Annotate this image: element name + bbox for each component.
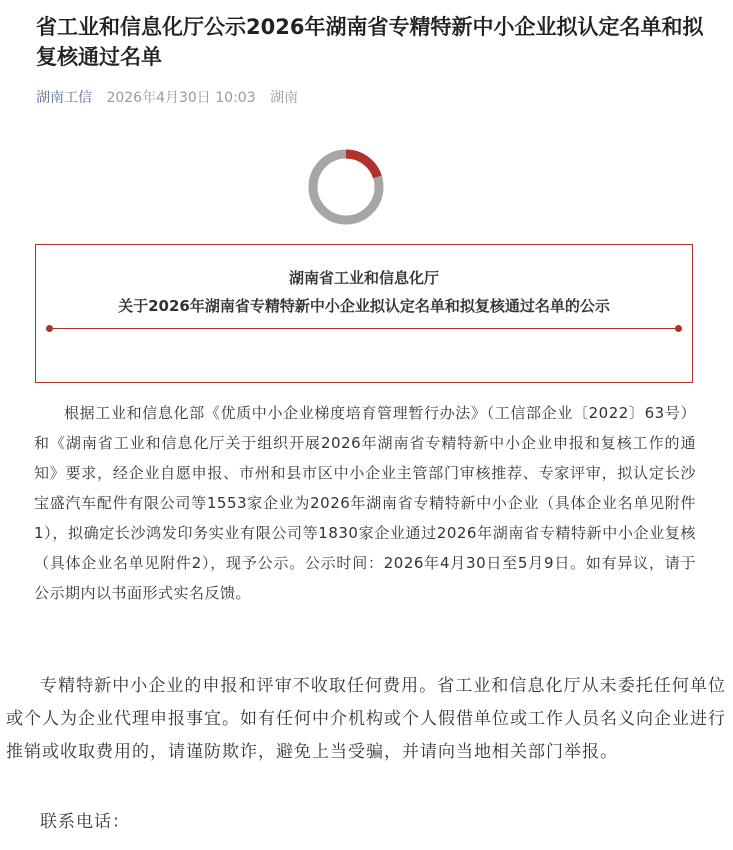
article-title: 省工业和信息化厅公示2026年湖南省专精特新中小企业拟认定名单和拟复核通过名单 (36, 15, 704, 69)
article-meta (36, 88, 298, 108)
account-name-link[interactable]: 湖南工信 (36, 90, 92, 106)
publish-location: 湖南 (270, 90, 299, 106)
notice-divider (48, 328, 680, 329)
divider-dot-left (46, 325, 53, 332)
notice-organization: 湖南省工业和信息化厅 (288, 269, 439, 287)
divider-dot-right (675, 325, 682, 332)
contact-phone-label: 联系电话： (40, 812, 130, 832)
loader-progress-arc (346, 154, 377, 177)
notice-body-paragraph: 根据工业和信息化部《优质中小企业梯度培育管理暂行办法》（工信部企业〔2022〕63号）和《湖南省工业和信息化厅关于组织开展2026年湖南省专精特新中小企业申报和复核工作的通知》要求，经企业自愿申报、市州和县市区中小企业主管部门审核推荐、专家评审，拟认定长沙宝盛汽车配件有限公司等1553家企业为2026年湖南省专精特新中小企业（具体企业名单见附件1），拟确定长沙鸿发印务实业有限公司等1830家企业通过2026年湖南省专精特新中小企业复核（具体企业名单见附件2），现予公示。公示时间：2026年4月30日至5月9日。如有异议，请于公示期内以书面形式实名反馈。 (34, 404, 696, 602)
loading-spinner-icon (307, 148, 385, 226)
fee-warning-paragraph: 专精特新中小企业的申报和评审不收取任何费用。省工业和信息化厅从未委托任何单位或个人为企业代理申报事宜。如有任何中介机构或个人假借单位或工作人员名义向企业进行推销或收取费用的，请谨防欺诈，避免上当受骗，并请向当地相关部门举报。 (6, 676, 726, 762)
publish-date: 2026年4月30日 10:03 (106, 90, 256, 106)
notice-subject: 关于2026年湖南省专精特新中小企业拟认定名单和拟复核通过名单的公示 (118, 297, 610, 315)
notice-header-box (35, 244, 693, 383)
